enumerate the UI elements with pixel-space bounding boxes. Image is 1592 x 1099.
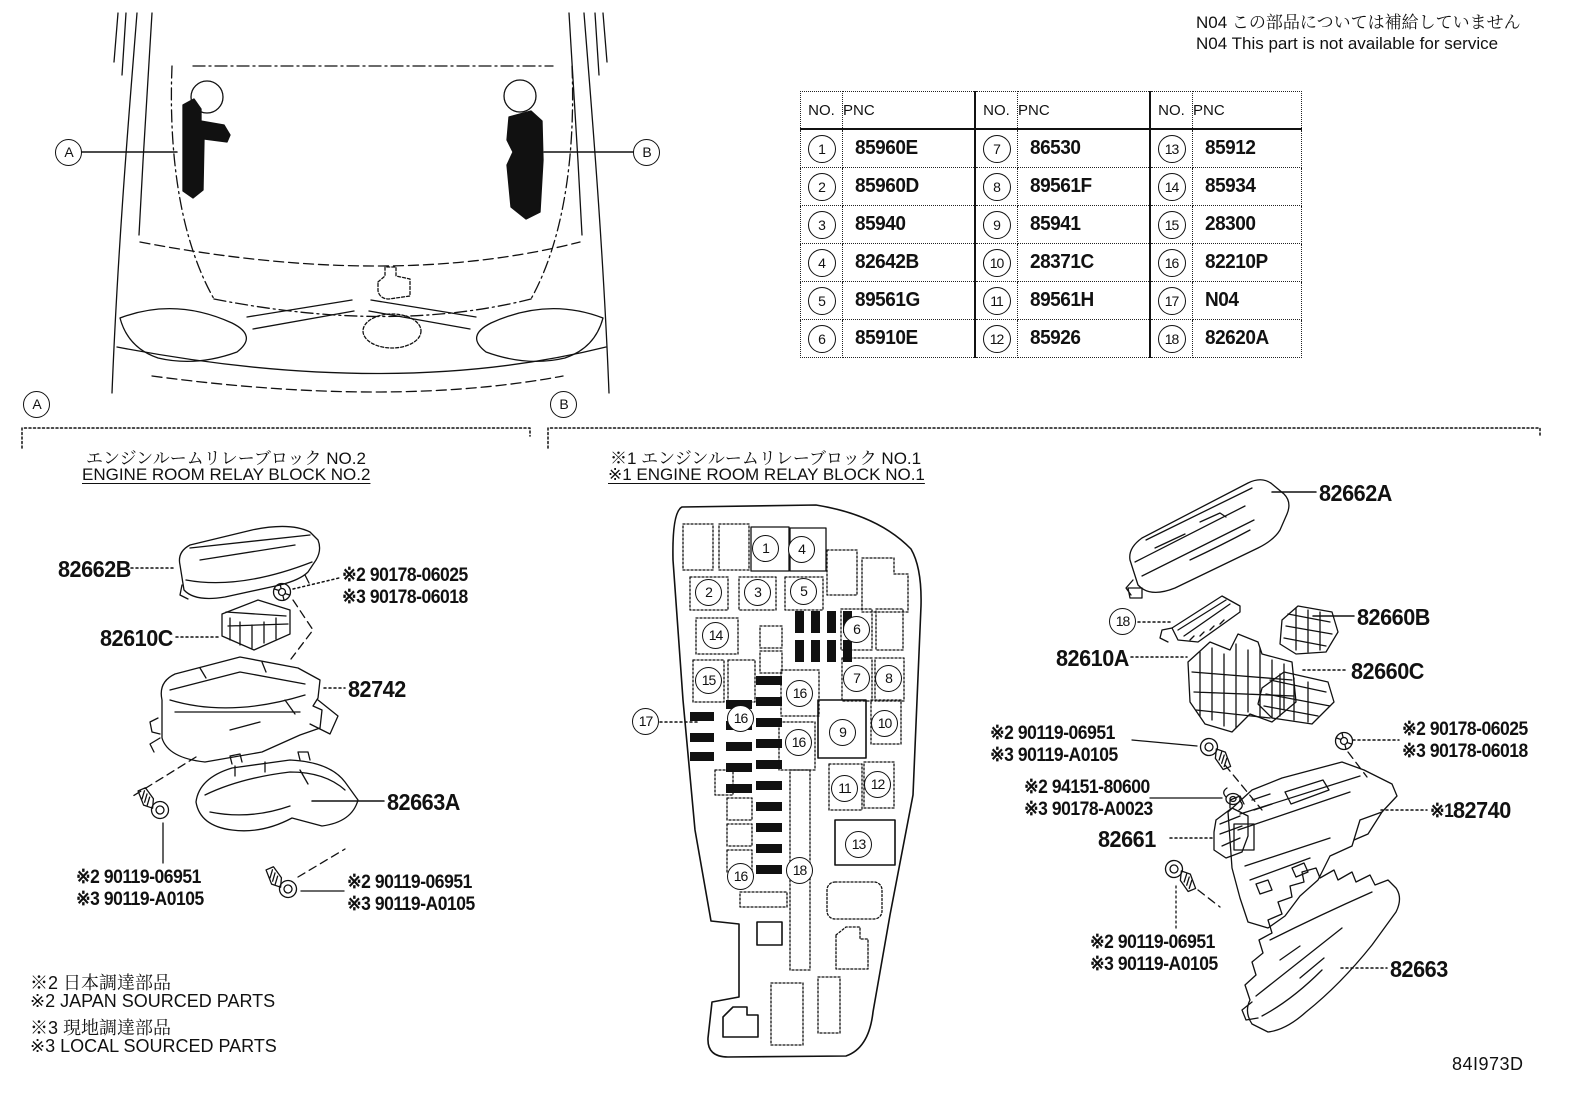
pnc-value[interactable]: 86530 <box>1030 137 1081 159</box>
section-b-title-en: ※1 ENGINE ROOM RELAY BLOCK NO.1 <box>608 465 925 484</box>
part-label-82742[interactable]: 82742 <box>348 676 406 702</box>
section-b-title-jp: ※1 エンジンルームリレーブロック NO.1 <box>610 449 922 468</box>
col-header-no: NO. <box>801 92 843 130</box>
fuse-slots-grid <box>795 611 852 662</box>
ref-no-badge: 1 <box>808 135 836 163</box>
ref-no-badge: 12 <box>983 325 1011 353</box>
table-header-row <box>801 92 1302 130</box>
ref-no-badge: 15 <box>1158 211 1186 239</box>
ref-circle-7[interactable]: 7 <box>843 665 870 692</box>
ref-no-badge: 16 <box>1158 249 1186 277</box>
ref-no-badge: 10 <box>983 249 1011 277</box>
pnc-table <box>800 91 1302 358</box>
ref-no-badge: 9 <box>983 211 1011 239</box>
col-header-no: NO. <box>975 92 1018 130</box>
footnote-jp-local: ※3 現地調達部品 <box>30 1018 172 1038</box>
fastener-label-90178-06025[interactable]: ※2 90178-06025 <box>342 565 468 586</box>
part-label-82662A[interactable]: 82662A <box>1319 480 1392 506</box>
footnote-en-local: ※3 LOCAL SOURCED PARTS <box>30 1036 277 1056</box>
pnc-value[interactable]: 28371C <box>1030 251 1094 273</box>
ref-circle-8[interactable]: 8 <box>875 665 902 692</box>
ref-no-badge: 11 <box>983 287 1011 315</box>
fastener-label-90119-A0105[interactable]: ※3 90119-A0105 <box>990 745 1118 766</box>
fastener-label-90178-06018[interactable]: ※3 90178-06018 <box>342 587 468 608</box>
fastener-label-90119-A0105[interactable]: ※3 90119-A0105 <box>347 894 475 915</box>
section-a-title-en: ENGINE ROOM RELAY BLOCK NO.2 <box>82 465 371 484</box>
part-label-82660C[interactable]: 82660C <box>1351 658 1424 684</box>
ref-no-badge: 5 <box>808 287 836 315</box>
fastener-label-90178-A0023[interactable]: ※3 90178-A0023 <box>1024 799 1153 820</box>
col-header-pnc: PNC <box>843 92 976 130</box>
pnc-value[interactable]: 89561F <box>1030 175 1092 197</box>
pnc-value[interactable]: 89561G <box>855 289 920 311</box>
ref-circle-6[interactable]: 6 <box>843 616 870 643</box>
fastener-label-90178-06025[interactable]: ※2 90178-06025 <box>1402 719 1528 740</box>
part-label-82610C[interactable]: 82610C <box>100 625 173 651</box>
section-a-badge: A <box>23 391 50 418</box>
table-row <box>801 244 1302 282</box>
diagram-code: 84I973D <box>1452 1054 1524 1074</box>
pnc-value[interactable]: 85910E <box>855 327 918 349</box>
pnc-value[interactable]: 89561H <box>1030 289 1094 311</box>
fastener-label-90119-06951[interactable]: ※2 90119-06951 <box>1090 932 1215 953</box>
table-row <box>801 320 1302 358</box>
ref-no-badge: 18 <box>1158 325 1186 353</box>
callout-b-badge[interactable]: B <box>633 139 660 166</box>
pnc-value[interactable]: 85960E <box>855 137 918 159</box>
pnc-value[interactable]: 82210P <box>1205 251 1268 273</box>
col-header-no: NO. <box>1150 92 1193 130</box>
ref-circle-2[interactable]: 2 <box>695 579 722 606</box>
ref-circle-16[interactable]: 16 <box>786 680 813 707</box>
ref-circle-1[interactable]: 1 <box>752 535 779 562</box>
ref-circle-16[interactable]: 16 <box>727 705 754 732</box>
part-label-82662B[interactable]: 82662B <box>58 556 131 582</box>
pnc-value[interactable]: 85940 <box>855 213 906 235</box>
ref-no-badge: 8 <box>983 173 1011 201</box>
ref-no-badge: 7 <box>983 135 1011 163</box>
fastener-label-90119-A0105[interactable]: ※3 90119-A0105 <box>1090 954 1218 975</box>
fastener-label-90119-A0105[interactable]: ※3 90119-A0105 <box>76 889 204 910</box>
col-header-pnc: PNC <box>1018 92 1151 130</box>
ref-circle-10[interactable]: 10 <box>871 710 898 737</box>
pnc-value[interactable]: N04 <box>1205 289 1239 311</box>
pnc-value[interactable]: 85912 <box>1205 137 1256 159</box>
ref-circle-4[interactable]: 4 <box>788 536 815 563</box>
ref-no-badge: 14 <box>1158 173 1186 201</box>
note-n04-en: N04 This part is not available for service <box>1196 34 1499 53</box>
ref-no-badge: 3 <box>808 211 836 239</box>
pnc-value[interactable]: 82620A <box>1205 327 1269 349</box>
pnc-value[interactable]: 85941 <box>1030 213 1081 235</box>
section-a-title-jp: エンジンルームリレーブロック NO.2 <box>86 449 366 468</box>
ref-circle-9[interactable]: 9 <box>829 719 856 746</box>
part-label-82663A[interactable]: 82663A <box>387 789 460 815</box>
ref-circle-11[interactable]: 11 <box>831 775 858 802</box>
table-row <box>801 282 1302 320</box>
pnc-value[interactable]: 82642B <box>855 251 919 273</box>
ref-no-badge: 17 <box>1158 287 1186 315</box>
ref-circle-12[interactable]: 12 <box>864 771 891 798</box>
ref-no-badge: 6 <box>808 325 836 353</box>
pnc-value[interactable]: 85960D <box>855 175 919 197</box>
ref-circle-18[interactable]: 18 <box>1109 608 1136 635</box>
ref-no-badge: 2 <box>808 173 836 201</box>
pnc-value[interactable]: 85926 <box>1030 327 1081 349</box>
ref-circle-5[interactable]: 5 <box>790 578 817 605</box>
table-row <box>801 129 1302 168</box>
ref-circle-15[interactable]: 15 <box>695 667 722 694</box>
fastener-label-90119-06951[interactable]: ※2 90119-06951 <box>347 872 472 893</box>
footnote-en-japan: ※2 JAPAN SOURCED PARTS <box>30 991 276 1011</box>
ref-circle-17[interactable]: 17 <box>632 708 659 735</box>
pnc-value[interactable]: 85934 <box>1205 175 1256 197</box>
ref-circle-13[interactable]: 13 <box>845 831 872 858</box>
ref-circle-16[interactable]: 16 <box>785 729 812 756</box>
callout-a-badge[interactable]: A <box>55 139 82 166</box>
fastener-label-90119-06951[interactable]: ※2 90119-06951 <box>76 867 201 888</box>
part-label-82661[interactable]: 82661 <box>1098 826 1156 852</box>
section-b-badge: B <box>550 391 577 418</box>
ref-circle-14[interactable]: 14 <box>702 622 729 649</box>
part-label-82610A[interactable]: 82610A <box>1056 645 1129 671</box>
note-n04-jp: N04 この部品については補給していません <box>1196 13 1521 32</box>
footnote-jp-japan: ※2 日本調達部品 <box>30 973 172 993</box>
pnc-value[interactable]: 28300 <box>1205 213 1256 235</box>
part-label-82663[interactable]: 82663 <box>1390 956 1448 982</box>
part-label-82740-prefix: ※1 <box>1430 801 1454 822</box>
ref-no-badge: 4 <box>808 249 836 277</box>
table-row <box>801 168 1302 206</box>
fastener-label-94151-80600[interactable]: ※2 94151-80600 <box>1024 777 1150 798</box>
ref-circle-18[interactable]: 18 <box>786 857 813 884</box>
car-front-illustration <box>112 13 609 393</box>
part-label-82660B[interactable]: 82660B <box>1357 604 1430 630</box>
ref-no-badge: 13 <box>1158 135 1186 163</box>
part-label-82740[interactable]: 82740 <box>1453 797 1511 823</box>
fastener-label-90119-06951[interactable]: ※2 90119-06951 <box>990 723 1115 744</box>
ref-circle-3[interactable]: 3 <box>744 579 771 606</box>
fastener-label-90178-06018[interactable]: ※3 90178-06018 <box>1402 741 1528 762</box>
col-header-pnc: PNC <box>1193 92 1302 130</box>
table-row <box>801 206 1302 244</box>
ref-circle-16[interactable]: 16 <box>727 863 754 890</box>
